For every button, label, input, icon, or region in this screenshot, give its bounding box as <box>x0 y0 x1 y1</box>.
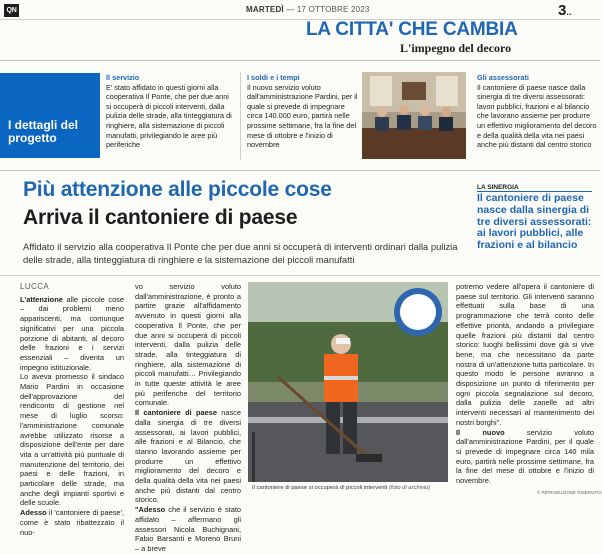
fact-box-kicker: Gli assessorati <box>477 73 529 82</box>
newspaper-logo: QN <box>4 4 19 17</box>
paragraph-lead: Adesso <box>20 508 47 518</box>
section-title: LA CITTA' CHE CAMBIA <box>306 19 518 40</box>
paragraph-text: che il servizio è stato affidato – affermano gli assessori Nicola Buchignani, Fabio Barsanti e Moreno Bruni – a breve <box>135 505 241 553</box>
paragraph <box>20 295 124 373</box>
paragraph: Lo aveva promesso il sindaco Mario Pardini in occasione dell'approvazione del rendiconto di gestione nel mese di luglio scorso: l'amministrazione comunale avrebbe utilizzato risorse a disposizione dell'ente per dare vita a un'attività più puntuale di manutenzione del territorio, dei paesi e delle frazioni, in particolare delle strade, ma anche degli impianti sportivi e delle scuole. <box>20 372 124 508</box>
fact-box-kicker: I soldi e i tempi <box>247 73 300 82</box>
fact-box-text: Il cantoniere di paese nasce dalla sinergia di tre diversi assessorati: lavori pubblici, frazioni e al bilancio che lavorano assieme per produrre un effettivo miglioramento del decoro e della qualità della vita nei paesi anche più distanti dal centro storico <box>477 82 597 150</box>
worker-photo <box>248 282 448 482</box>
fact-box-kicker: Il servizio <box>106 73 140 82</box>
paragraph <box>135 408 241 505</box>
photo-caption-credit: (foto di archivio) <box>388 485 431 491</box>
issue-date <box>246 5 370 14</box>
paragraph-lead: L'attenzione <box>20 294 63 304</box>
paragraph-lead: "Adesso <box>135 505 166 515</box>
article-column-3 <box>456 282 594 486</box>
fact-box-money <box>247 73 359 150</box>
page-number <box>558 2 571 19</box>
headline-secondary: Arriva il cantoniere di paese <box>23 206 298 229</box>
column-divider <box>240 72 241 160</box>
page-number-value: 3 <box>558 2 567 19</box>
issue-day: MARTEDÌ <box>246 5 284 14</box>
paragraph <box>20 508 124 537</box>
sidebar-kicker: LA SINERGIA <box>477 184 519 191</box>
fact-box-departments <box>477 73 597 150</box>
section-subtitle: L'impegno del decoro <box>400 41 512 55</box>
sidebar-quote: Il cantoniere di paese nasce dalla sinergia di tre diversi assessorati: ai lavori pubblici, alle frazioni e al bilancio <box>477 192 592 252</box>
copyright-note: © RIPRODUZIONE RISERVATA <box>537 490 602 495</box>
paragraph-text: nasce dalla sinergia di tre diversi assessorati, ai lavori pubblici, alle frazioni e al Bilancio, che stanno lavorando assieme per produrre un effettivo miglioramento del decoro e della qualità della vita nei paesi anche più distanti dal centro storico. <box>135 408 241 505</box>
headline-deck: Affidato il servizio alla cooperativa Il Ponte che per due anni si occuperà di interventi ordinari dalla pulizia delle strade, alla tinteggiatura di ringhiere e la sistemazione dei piccoli manufatti <box>23 241 458 265</box>
meeting-photo-image <box>362 72 466 159</box>
fact-box-text: E' stato affidato in questi giorni alla cooperativa Il Ponte, che per due anni si occuperà di piccoli interventi, dalla pulizia delle strade, alla tinteggiatura di ringhiere, alla sistemazione di piccoli manufatti, privilegiando le aree più periferiche <box>106 82 232 150</box>
headline-divider <box>0 170 600 171</box>
article-column-1 <box>20 282 124 537</box>
photo-caption-text: Il cantoniere di paese si occuperà di piccoli interventi <box>252 485 388 491</box>
photo-caption <box>252 485 430 491</box>
body-divider <box>0 275 600 276</box>
paragraph-lead: Il cantoniere di paese <box>135 408 217 418</box>
headline-primary: Più attenzione alle piccole cose <box>23 178 332 201</box>
fact-box-text: Il nuovo servizio voluto dall'amministrazione Pardini, per il quale si prevede di impegnare circa 140.000 euro, partirà nelle prossime settimane, fra la fine del mese di ottobre e l'inizio di novembre <box>247 82 358 150</box>
top-divider <box>0 60 600 61</box>
fact-box-service <box>106 73 236 150</box>
paragraph <box>456 428 594 486</box>
paragraph-text: servizio voluto dall'amministrazione Pardini, per il quale si prevede di impegnare circa 140 mila euro, partirà nelle prossime settimane, fra la fine del mese di ottobre e l'inizio di novembre. <box>456 427 594 486</box>
dateline: LUCCA <box>20 282 50 291</box>
details-box <box>0 73 100 158</box>
paragraph-lead: Il nuovo <box>456 427 505 437</box>
page-dots: .. <box>566 7 572 17</box>
paragraph: potremo vedere all'opera il cantoniere di paese sul territorio. Gli interventi saranno effettuati sulla base di una programmazione che terrà conto delle effettive priorità, andando a privilegiare quelle frazioni più distanti dal centro storico: luoghi bellissimi dove già si vive bene, ma che necessitano da parte nostra di un'attenzione tutta particolare. In questo modo le persone avranno a disposizione un punto di riferimento per ogni piccola segnalazione sul decoro, dalla pulizia delle zanelle ad altri interventi necessari al mantenimento dei nostri borghi". <box>456 282 594 427</box>
paragraph <box>135 505 241 554</box>
worker-photo-image <box>248 282 448 482</box>
paragraph: vo servizio voluto dall'amministrazione, è pronto a partire grazie all'affidamento avvenuto in questi giorni alla cooperativa Il Ponte, che per due anni si occuperà di piccoli interventi, dalla pulizia delle strade, alla tinteggiatura di ringhiere, alla sistemazione di piccoli manufatti… Privilegiando in tutte queste attività le aree più periferiche del territorio comunale. <box>135 282 241 408</box>
meeting-photo <box>362 72 466 159</box>
details-box-label: I dettagli del progetto <box>8 118 79 145</box>
paragraph-text: alle piccole cose – dai problemi meno appariscenti, ma comunque significativi per una piccola porzione di abitanti, al decoro delle frazioni e i servizi essenziali – diventa un impegno istituzionale. <box>20 294 124 372</box>
article-column-2 <box>135 282 241 554</box>
issue-date-text: — 17 OTTOBRE 2023 <box>286 5 370 14</box>
paragraph-text: il 'cantoniere di paese', come è stato ribattezzato il nuo- <box>20 508 124 537</box>
